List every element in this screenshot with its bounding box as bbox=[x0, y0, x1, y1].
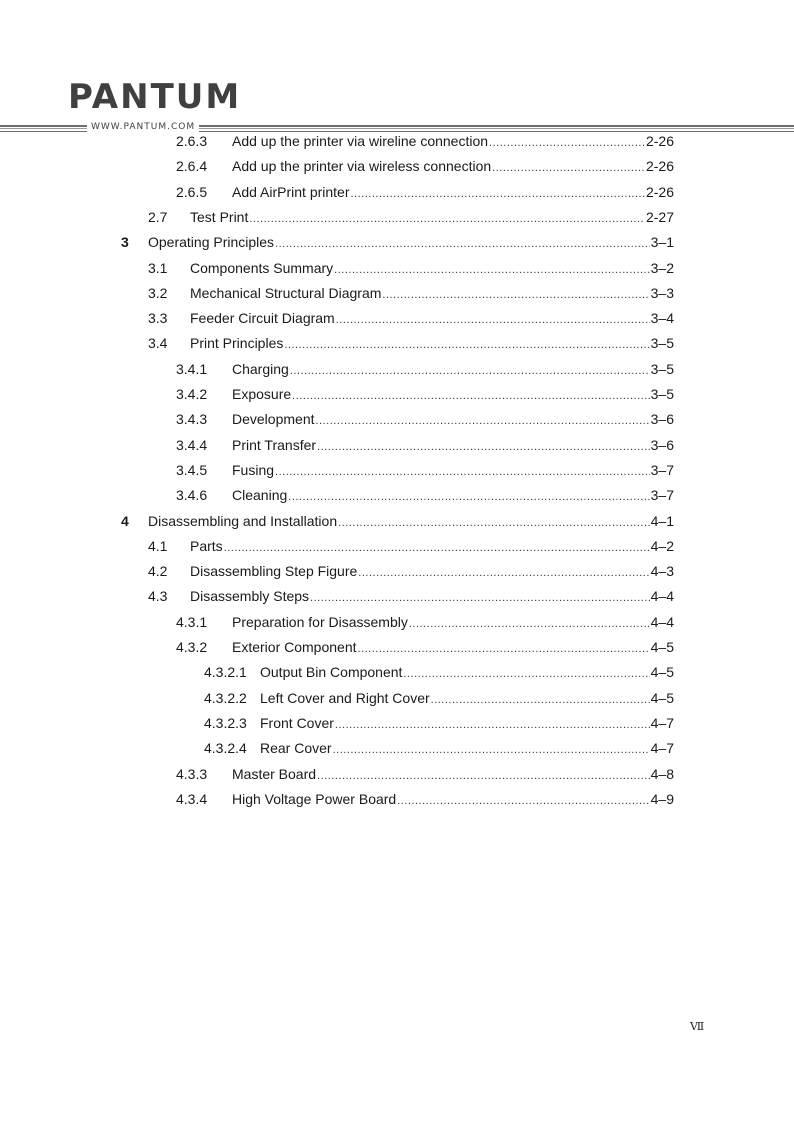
dot-leader bbox=[403, 662, 649, 684]
toc-entry[interactable] bbox=[148, 308, 674, 328]
dot-leader bbox=[382, 283, 649, 305]
toc-entry-page: 4–7 bbox=[650, 740, 674, 757]
toc-entry[interactable] bbox=[176, 637, 674, 657]
toc-entry-page: 4–5 bbox=[650, 664, 674, 681]
toc-entry-number: 4.3 bbox=[148, 588, 168, 605]
toc-entry[interactable] bbox=[176, 182, 674, 202]
toc-entry-title: Exposure bbox=[232, 386, 292, 402]
toc-entry-page: 4–3 bbox=[650, 563, 674, 580]
toc-entry-title: Master Board bbox=[232, 765, 317, 782]
dot-leader bbox=[409, 612, 650, 634]
toc-entry[interactable] bbox=[176, 460, 674, 480]
toc-entry-number: 3.1 bbox=[148, 259, 168, 276]
toc-entry-page: 3–7 bbox=[650, 461, 674, 478]
toc-entry-title: Add AirPrint printer bbox=[232, 183, 350, 200]
toc-entry-title: Cleaning bbox=[232, 487, 288, 504]
toc-entry-page: 4–9 bbox=[650, 790, 674, 807]
toc-entry[interactable] bbox=[148, 561, 674, 581]
toc-entry-title: Development bbox=[232, 411, 315, 428]
toc-entry-number: 4 bbox=[121, 512, 129, 529]
dot-leader bbox=[224, 536, 650, 558]
dot-leader bbox=[275, 232, 650, 254]
toc-entry[interactable] bbox=[176, 789, 674, 809]
toc-entry-page: 3–1 bbox=[650, 234, 674, 251]
toc-entry[interactable] bbox=[148, 333, 674, 353]
toc-entry-page: 3–6 bbox=[650, 411, 674, 428]
toc-entry-page: 2-26 bbox=[645, 133, 674, 149]
toc-entry-page: 3–5 bbox=[650, 360, 674, 377]
toc-entry-number: 2.6.5 bbox=[176, 183, 208, 200]
toc-entry-title: Exterior Component bbox=[232, 639, 357, 655]
dot-leader bbox=[275, 460, 650, 482]
toc-entry-page: 4–1 bbox=[650, 512, 674, 529]
toc-entry[interactable] bbox=[176, 359, 674, 379]
toc-entry-page: 3–6 bbox=[650, 436, 674, 453]
dot-leader bbox=[310, 586, 650, 608]
toc-entry-page: 3–2 bbox=[650, 259, 674, 276]
toc-entry-title: Preparation for Disassembly bbox=[232, 613, 408, 630]
toc-entry-page: 4–5 bbox=[650, 639, 674, 655]
toc-entry-page: 3–3 bbox=[650, 284, 674, 301]
dot-leader bbox=[351, 182, 645, 204]
toc-entry-title: Operating Principles bbox=[148, 234, 275, 251]
toc-entry-number: 3.4.5 bbox=[176, 461, 208, 478]
toc-entry[interactable] bbox=[176, 409, 674, 429]
toc-entry[interactable] bbox=[176, 131, 674, 151]
dot-leader bbox=[358, 637, 650, 659]
toc-entry-page: 2-26 bbox=[645, 158, 674, 175]
toc-entry-number: 3.4.2 bbox=[176, 386, 208, 402]
toc-entry-title: Output Bin Component bbox=[260, 664, 403, 681]
toc-entry-number: 4.3.2.3 bbox=[204, 714, 247, 731]
dot-leader bbox=[284, 333, 649, 355]
toc-entry[interactable] bbox=[176, 156, 674, 176]
toc-entry-number: 3.2 bbox=[148, 284, 168, 301]
dot-leader bbox=[288, 485, 649, 507]
toc-entry-title: Fusing bbox=[232, 461, 275, 478]
dot-leader bbox=[334, 258, 649, 280]
toc-entry-number: 4.2 bbox=[148, 563, 168, 580]
toc-entry-page: 4–4 bbox=[650, 588, 674, 605]
toc-entry-number: 3.4.3 bbox=[176, 411, 208, 428]
toc-entry-page: 2-26 bbox=[645, 183, 674, 200]
toc-entry[interactable] bbox=[176, 764, 674, 784]
toc-entry-number: 4.3.2.4 bbox=[204, 740, 247, 757]
toc-entry-number: 4.3.2 bbox=[176, 639, 208, 655]
toc-entry[interactable] bbox=[204, 688, 674, 708]
toc-entry-number: 4.3.1 bbox=[176, 613, 208, 630]
toc-entry-number: 3 bbox=[121, 234, 129, 251]
toc-entry-title: Rear Cover bbox=[260, 740, 332, 757]
dot-leader bbox=[292, 384, 649, 406]
toc-entry-page: 3–4 bbox=[650, 310, 674, 327]
toc-entry[interactable] bbox=[204, 738, 674, 758]
dot-leader bbox=[316, 409, 650, 431]
dot-leader bbox=[333, 738, 650, 760]
dot-leader bbox=[317, 764, 650, 786]
toc-entry-number: 2.6.3 bbox=[176, 133, 208, 149]
toc-entry-title: Add up the printer via wireless connection bbox=[232, 158, 492, 175]
toc-entry-number: 4.3.2.1 bbox=[204, 664, 247, 681]
toc-entry-page: 2-27 bbox=[645, 208, 674, 225]
toc-entry-page: 3–7 bbox=[650, 487, 674, 504]
dot-leader bbox=[358, 561, 649, 583]
toc-entry-title: Test Print bbox=[190, 208, 249, 225]
toc-entry[interactable] bbox=[148, 258, 674, 278]
toc-entry-title: Front Cover bbox=[260, 714, 334, 731]
toc-entry-number: 3.4.1 bbox=[176, 360, 208, 377]
toc-entry-title: Disassembly Steps bbox=[190, 588, 310, 605]
toc-entry-title: Mechanical Structural Diagram bbox=[190, 284, 382, 301]
toc-entry-page: 3–5 bbox=[650, 335, 674, 352]
toc-entry[interactable] bbox=[204, 662, 674, 682]
pantum-logo: PANTUM bbox=[68, 77, 242, 117]
toc-entry-page: 3–5 bbox=[650, 386, 674, 402]
toc-entry-number: 2.6.4 bbox=[176, 158, 208, 175]
toc-entry[interactable] bbox=[148, 283, 674, 303]
page-header bbox=[0, 0, 794, 140]
toc-entry-page: 4–5 bbox=[650, 689, 674, 706]
toc-entry[interactable] bbox=[176, 435, 674, 455]
dot-leader bbox=[335, 713, 650, 735]
toc-entry-title: Components Summary bbox=[190, 259, 334, 276]
toc-entry[interactable] bbox=[121, 232, 674, 252]
toc-entry-page: 4–2 bbox=[650, 537, 674, 554]
toc-entry[interactable] bbox=[176, 612, 674, 632]
toc-entry[interactable] bbox=[148, 207, 674, 227]
toc-entry-title: Feeder Circuit Diagram bbox=[190, 310, 335, 327]
dot-leader bbox=[489, 131, 645, 153]
toc-entry[interactable] bbox=[121, 511, 674, 531]
toc-entry-page: 4–7 bbox=[650, 714, 674, 731]
toc-entry-title: Print Transfer bbox=[232, 436, 317, 453]
toc-entry[interactable] bbox=[176, 384, 674, 404]
toc-entry-page: 4–8 bbox=[650, 765, 674, 782]
dot-leader bbox=[290, 359, 650, 381]
dot-leader bbox=[249, 207, 645, 229]
toc-entry-title: Add up the printer via wireline connection bbox=[232, 133, 489, 149]
toc-entry-number: 4.3.2.2 bbox=[204, 689, 247, 706]
toc-entry-number: 3.3 bbox=[148, 310, 168, 327]
toc-entry-title: Charging bbox=[232, 360, 289, 377]
dot-leader bbox=[492, 156, 645, 178]
dot-leader bbox=[317, 435, 650, 457]
toc-entry-number: 4.3.4 bbox=[176, 790, 208, 807]
toc-entry-number: 2.7 bbox=[148, 208, 168, 225]
toc-entry-number: 3.4.6 bbox=[176, 487, 208, 504]
dot-leader bbox=[336, 308, 650, 330]
toc-entry-page: 4–4 bbox=[650, 613, 674, 630]
page-number: Ⅶ bbox=[690, 1020, 705, 1033]
toc-entry-title: Disassembling and Installation bbox=[148, 512, 338, 529]
website-url: WWW.PANTUM.COM bbox=[87, 122, 199, 132]
toc-entry-title: High Voltage Power Board bbox=[232, 790, 397, 807]
toc-entry-number: 4.3.3 bbox=[176, 765, 208, 782]
toc-entry-number: 3.4 bbox=[148, 335, 168, 352]
toc-entry[interactable] bbox=[204, 713, 674, 733]
toc-entry[interactable] bbox=[148, 586, 674, 606]
dot-leader bbox=[431, 688, 650, 710]
toc-entry-title: Disassembling Step Figure bbox=[190, 563, 358, 580]
dot-leader bbox=[338, 511, 650, 533]
toc-entry-title: Left Cover and Right Cover bbox=[260, 689, 430, 706]
toc-entry[interactable] bbox=[176, 485, 674, 505]
dot-leader bbox=[397, 789, 649, 811]
toc-entry-title: Print Principles bbox=[190, 335, 284, 352]
toc-entry-number: 4.1 bbox=[148, 537, 168, 554]
toc-entry[interactable] bbox=[148, 536, 674, 556]
toc-entry-title: Parts bbox=[190, 537, 223, 554]
toc-entry-number: 3.4.4 bbox=[176, 436, 208, 453]
